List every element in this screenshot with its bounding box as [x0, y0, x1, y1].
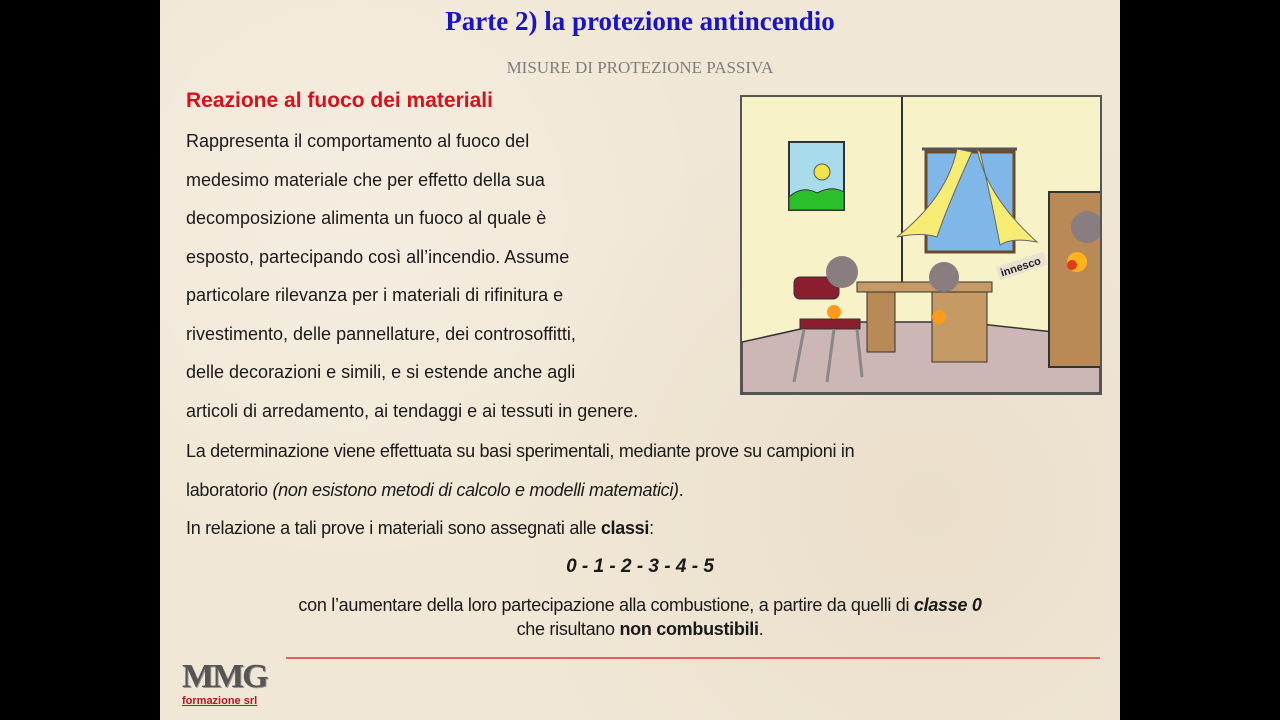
svg-text:innesco: innesco	[999, 255, 1043, 280]
text-span: con l’aumentare della loro partecipazione alla combustione, a partire da quelli di	[298, 595, 914, 615]
intro-paragraph	[186, 122, 746, 430]
text-line: decomposizione alimenta un fuoco al quale è	[186, 208, 547, 228]
text-line: particolare rilevanza per i materiali di rifinitura e	[186, 285, 564, 305]
bold-term: non combustibili	[619, 619, 759, 639]
section-heading: Reazione al fuoco dei materiali	[186, 89, 493, 112]
text-line	[160, 617, 1120, 641]
mmg-logo	[182, 660, 277, 714]
text-line: articoli di arredamento, ai tendaggi e ai tessuti in genere.	[186, 400, 639, 421]
determination-paragraph	[186, 432, 1086, 548]
text-span: .	[758, 619, 764, 639]
text-line	[186, 509, 1086, 548]
classes-list: 0 - 1 - 2 - 3 - 4 - 5	[566, 556, 714, 577]
bold-term: classi	[600, 518, 650, 538]
text-line: rivestimento, delle pannellature, dei controsoffitti,	[186, 323, 576, 344]
slide-title: Parte 2) la protezione antincendio	[445, 6, 835, 36]
logo-name: MMG	[182, 658, 267, 695]
fire-room-illustration	[740, 95, 1102, 395]
text-span: che risultano	[516, 619, 620, 639]
closing-paragraph	[160, 593, 1120, 641]
text-span: In relazione a tali prove i materiali sono assegnati alle	[186, 518, 601, 538]
text-line	[160, 593, 1120, 617]
text-line: esposto, partecipando così all’incendio. Assume	[186, 246, 570, 267]
slide-subtitle: MISURE DI PROTEZIONE PASSIVA	[506, 58, 774, 77]
room-fire-image-icon	[742, 97, 1100, 393]
text-span: :	[649, 518, 654, 538]
text-line: La determinazione viene effettuata su basi sperimentali, mediante prove su campioni in	[186, 441, 855, 461]
text-line: medesimo materiale che per effetto della sua	[186, 169, 545, 190]
text-span: laboratorio	[186, 479, 273, 500]
italic-note: (non esistono metodi di calcolo e modelli matematici)	[272, 479, 679, 500]
text-line: Rappresenta il comportamento al fuoco del	[186, 131, 530, 151]
logo-subtitle: formazione srl	[182, 695, 258, 707]
text-span: .	[678, 479, 684, 500]
slide	[160, 0, 1120, 720]
text-line	[186, 471, 1086, 510]
footer-divider	[286, 657, 1100, 659]
bold-italic-term: classe 0	[913, 595, 982, 615]
text-line: delle decorazioni e simili, e si estende anche agli	[186, 362, 576, 382]
